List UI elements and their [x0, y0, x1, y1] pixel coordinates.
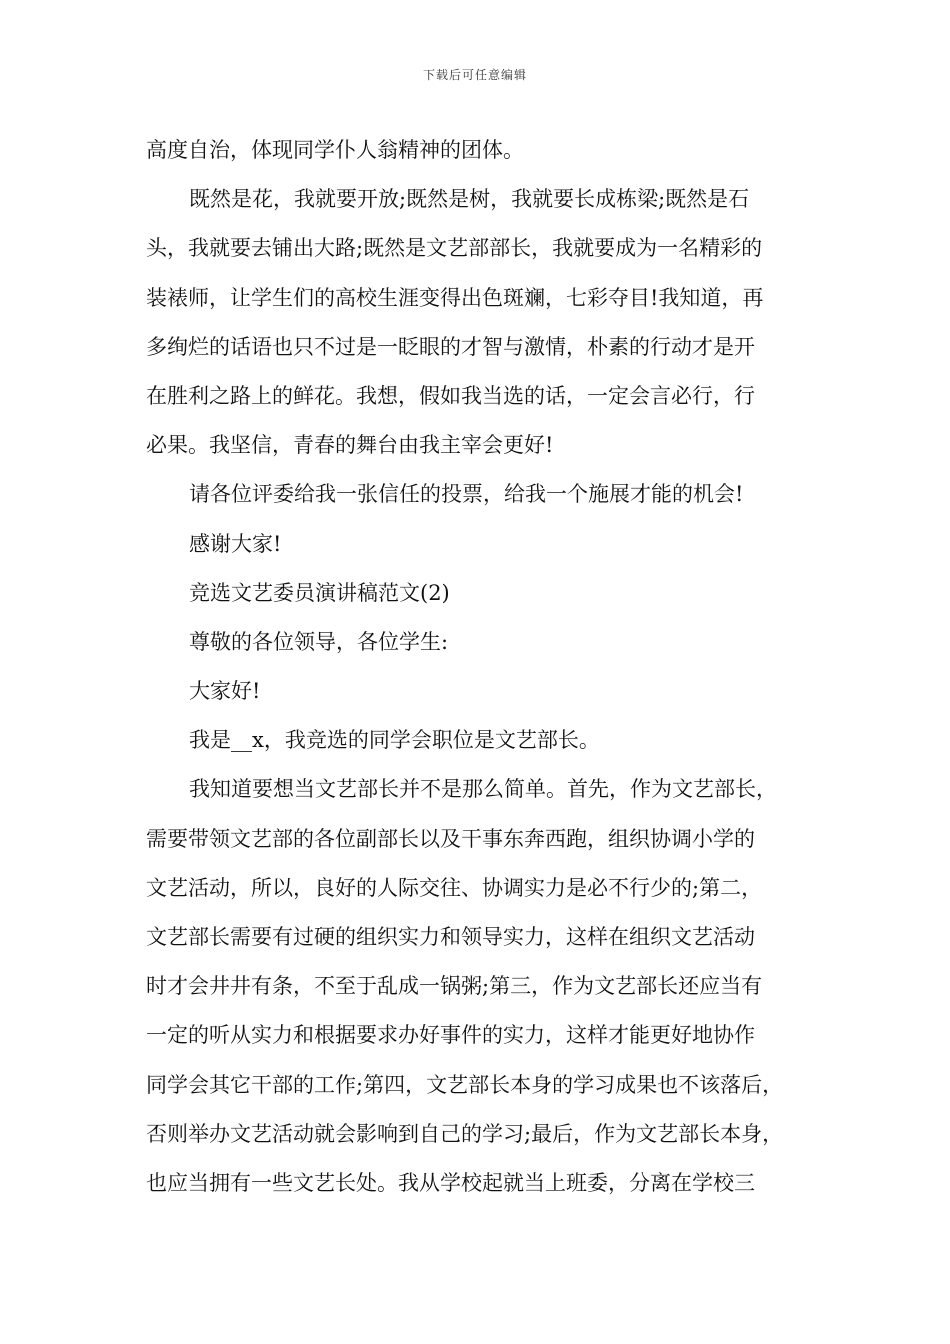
page-header: [0, 66, 950, 83]
text-line: 同学会其它干部的工作;第四，文艺部长本身的学习成果也不该落后，: [146, 1072, 784, 1097]
text-line: 装裱师，让学生们的高校生涯变得出色斑斓，七彩夺目!我知道，再: [146, 285, 764, 310]
text-line: 头，我就要去铺出大路;既然是文艺部部长，我就要成为一名精彩的: [146, 236, 763, 261]
text-line: 既然是花，我就要开放;既然是树，我就要长成栋梁;既然是石: [189, 187, 750, 212]
text-line: 也应当拥有一些文艺长处。我从学校起就当上班委，分离在学校三: [146, 1170, 755, 1195]
text-line: 必果。我坚信，青春的舞台由我主宰会更好!: [146, 433, 554, 458]
section-title: 竞选文艺委员演讲稿范文(2): [189, 580, 450, 605]
text-line: 文艺活动，所以，良好的人际交往、协调实力是必不行少的;第二，: [146, 875, 763, 900]
document-body: [146, 126, 816, 1208]
text-line: 一定的听从实力和根据要求办好事件的实力，这样才能更好地协作: [146, 1023, 755, 1048]
text-line: 多绚烂的话语也只不过是一眨眼的才智与激情，朴素的行动才是开: [146, 334, 755, 359]
text-line: 感谢大家!: [189, 531, 282, 556]
text-line: 尊敬的各位领导，各位学生:: [189, 629, 449, 654]
text-line: 我是__x，我竞选的同学会职位是文艺部长。: [189, 728, 600, 753]
text-line: 否则举办文艺活动就会影响到自己的学习;最后，作为文艺部长本身，: [146, 1121, 784, 1146]
header-text: 下载后可任意编辑: [422, 68, 527, 82]
text-line: 需要带领文艺部的各位副部长以及干事东奔西跑，组织协调小学的: [146, 826, 755, 851]
text-line: 时才会井井有条，不至于乱成一锅粥;第三，作为文艺部长还应当有: [146, 974, 763, 999]
text-line: 文艺部长需要有过硬的组织实力和领导实力，这样在组织文艺活动: [146, 925, 755, 949]
text-line: 大家好!: [189, 679, 261, 704]
text-line: 在胜利之路上的鲜花。我想，假如我当选的话，一定会言必行，行: [146, 383, 755, 408]
text-line: 我知道要想当文艺部长并不是那么简单。首先，作为文艺部长，: [189, 777, 777, 802]
text-line: 请各位评委给我一张信任的投票，给我一个施展才能的机会!: [189, 482, 744, 507]
text-line: 高度自治，体现同学仆人翁精神的团体。: [146, 138, 524, 162]
